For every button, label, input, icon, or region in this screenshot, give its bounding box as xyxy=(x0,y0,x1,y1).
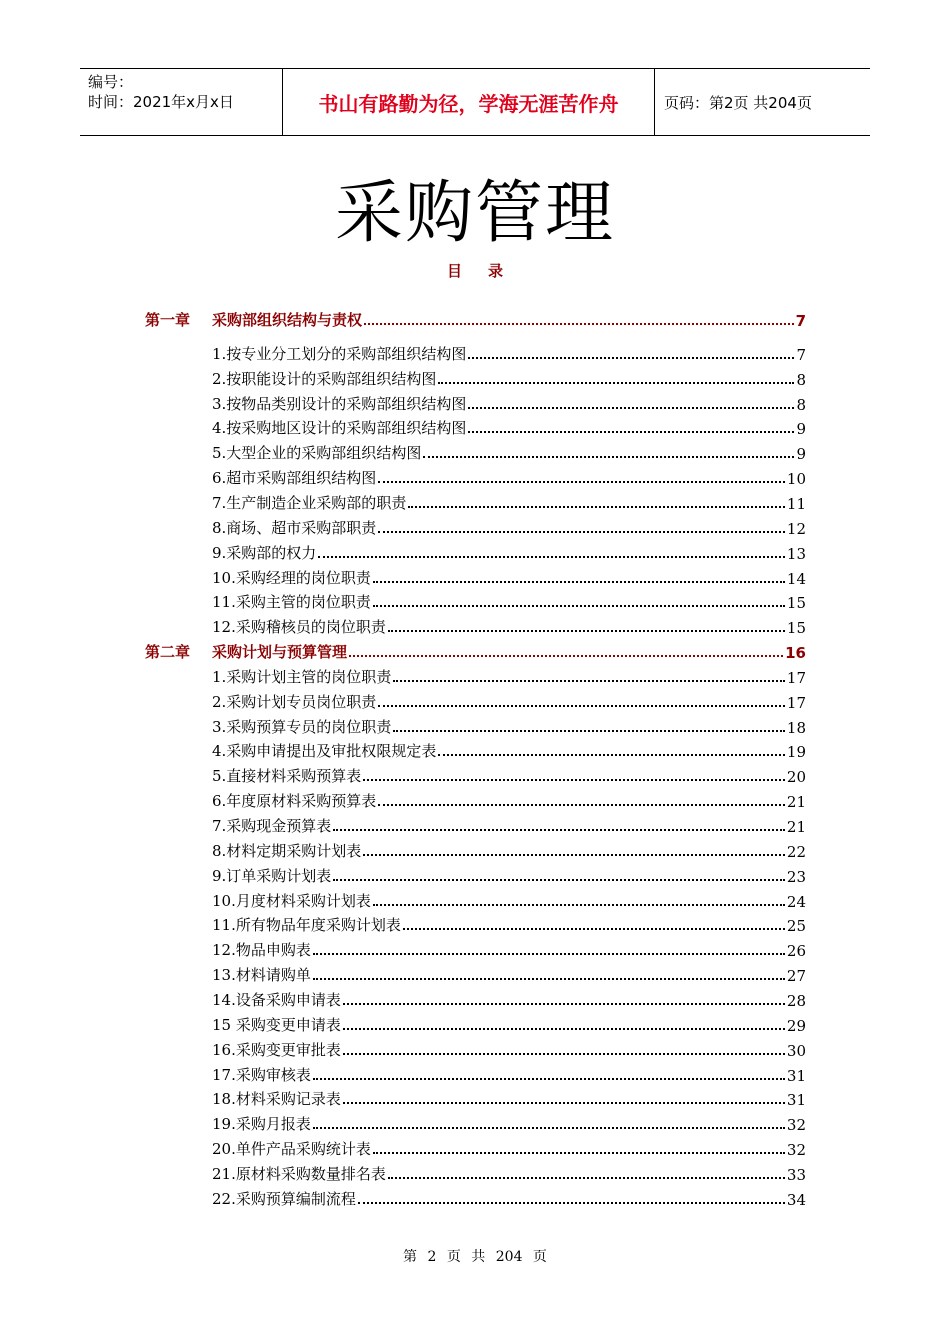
toc-page-number: 31 xyxy=(786,1066,806,1085)
toc-entry-text: 6.年度原材料采购预算表 xyxy=(212,792,377,811)
toc-entry-text: 15 采购变更申请表 xyxy=(212,1015,341,1034)
toc-entry-text: 采购计划与预算管理 xyxy=(212,643,348,662)
toc-item[interactable] xyxy=(212,1185,806,1209)
toc-item[interactable] xyxy=(212,464,806,488)
toc-item[interactable] xyxy=(212,837,806,861)
toc-page-number: 8 xyxy=(796,395,806,414)
toc-chapter[interactable] xyxy=(145,638,806,662)
toc-page-number: 17 xyxy=(786,668,806,687)
toc-entry-text: 4.按采购地区设计的采购部组织结构图 xyxy=(212,419,467,438)
toc-dot-leader xyxy=(358,1202,785,1204)
toc-entry-text: 12.采购稽核员的岗位职责 xyxy=(212,618,386,637)
toc-item[interactable] xyxy=(212,340,806,364)
toc-dot-leader xyxy=(468,357,794,359)
document-title: 采购管理 xyxy=(334,174,615,253)
toc-dot-leader xyxy=(373,1152,785,1154)
toc-entry-text: 16.采购变更审批表 xyxy=(212,1040,341,1059)
header-right-cell xyxy=(655,69,870,135)
toc-item[interactable] xyxy=(212,365,806,389)
toc-chapter-number: 第一章 xyxy=(145,311,191,329)
toc-page-number: 16 xyxy=(785,644,806,663)
toc-item[interactable] xyxy=(212,762,806,786)
toc-page-number: 19 xyxy=(786,743,806,762)
toc-dot-leader xyxy=(313,978,785,980)
toc-page-number: 15 xyxy=(786,594,806,613)
toc-entry-text: 7.采购现金预算表 xyxy=(212,817,332,835)
toc-page-number: 10 xyxy=(786,470,806,489)
toc-entry-text: 10.月度材料采购计划表 xyxy=(212,891,371,910)
toc-item[interactable] xyxy=(212,1135,806,1159)
toc-dot-leader xyxy=(423,456,794,458)
toc-page-number: 29 xyxy=(786,1016,806,1035)
toc-item[interactable] xyxy=(212,564,806,588)
toc-item[interactable] xyxy=(212,688,806,712)
toc-entry-text: 21.原材料采购数量排名表 xyxy=(212,1164,386,1183)
toc-page-number: 31 xyxy=(786,1091,806,1110)
toc-page-number: 7 xyxy=(796,345,806,364)
toc-entry-text: 1.按专业分工划分的采购部组织结构图 xyxy=(212,344,467,363)
toc-item[interactable] xyxy=(212,414,806,438)
toc-item[interactable] xyxy=(212,887,806,911)
toc-page-number: 24 xyxy=(786,892,806,911)
toc-dot-leader xyxy=(378,531,785,533)
header-center-cell xyxy=(282,69,655,135)
toc-item[interactable] xyxy=(212,812,806,836)
toc-page-number: 9 xyxy=(796,420,806,439)
toc-item[interactable] xyxy=(212,986,806,1010)
toc-entry-text: 11.采购主管的岗位职责 xyxy=(212,593,371,612)
toc-dot-leader xyxy=(403,928,785,930)
toc-page-number: 23 xyxy=(786,867,806,886)
toc-dot-leader xyxy=(343,1053,785,1055)
toc-entry-text: 采购部组织结构与责权 xyxy=(212,311,363,329)
toc-entry-text: 4.采购申请提出及审批权限规定表 xyxy=(212,742,437,761)
toc-entry-text: 13.材料请购单 xyxy=(212,966,311,985)
toc-page-number: 7 xyxy=(795,312,806,330)
toc-dot-leader xyxy=(378,804,785,806)
toc-entry-text: 9.订单采购计划表 xyxy=(212,866,332,885)
toc-dot-leader xyxy=(388,1177,785,1179)
toc-entry-text: 17.采购审核表 xyxy=(212,1065,311,1084)
toc-item[interactable] xyxy=(212,588,806,612)
toc-entry-text: 14.设备采购申请表 xyxy=(212,990,341,1009)
toc-page-number: 25 xyxy=(786,917,806,936)
toc-dot-leader xyxy=(408,506,785,508)
toc-page-number: 28 xyxy=(786,991,806,1010)
toc-page-number: 32 xyxy=(786,1116,806,1135)
toc-dot-leader xyxy=(349,655,783,657)
toc-page-number: 27 xyxy=(786,967,806,986)
toc-page-number: 32 xyxy=(786,1141,806,1160)
toc-item[interactable] xyxy=(212,936,806,960)
toc-dot-leader xyxy=(333,829,785,831)
toc-heading: 目录 xyxy=(446,262,529,280)
toc-item[interactable] xyxy=(212,961,806,985)
toc-page-number: 20 xyxy=(786,768,806,787)
toc-item[interactable] xyxy=(212,1085,806,1109)
toc-entry-text: 9.采购部的权力 xyxy=(212,543,317,562)
toc-dot-leader xyxy=(393,680,785,682)
toc-item[interactable] xyxy=(212,713,806,737)
toc-item[interactable] xyxy=(212,787,806,811)
toc-item[interactable] xyxy=(212,862,806,886)
toc-item[interactable] xyxy=(212,1160,806,1184)
toc-dot-leader xyxy=(438,382,794,384)
toc-dot-leader xyxy=(343,1028,785,1030)
toc-item[interactable] xyxy=(212,390,806,414)
toc-entry-text: 3.采购预算专员的岗位职责 xyxy=(212,717,392,736)
toc-entry-text: 2.采购计划专员岗位职责 xyxy=(212,692,377,711)
header-number-label: 编号： xyxy=(88,73,134,91)
toc-item[interactable] xyxy=(212,439,806,463)
toc-chapter[interactable] xyxy=(145,306,806,330)
toc-page-number: 21 xyxy=(786,818,806,836)
toc-entry-text: 5.直接材料采购预算表 xyxy=(212,767,362,786)
toc-dot-leader xyxy=(333,879,785,881)
toc-dot-leader xyxy=(468,407,794,409)
toc-item[interactable] xyxy=(212,1061,806,1085)
toc-entry-text: 7.生产制造企业采购部的职责 xyxy=(212,493,407,512)
toc-dot-leader xyxy=(388,630,785,632)
toc-page-number: 21 xyxy=(786,793,806,812)
toc-dot-leader xyxy=(343,1003,785,1005)
toc-dot-leader xyxy=(343,1102,785,1104)
toc-entry-text: 6.超市采购部组织结构图 xyxy=(212,469,377,488)
toc-entry-text: 22.采购预算编制流程 xyxy=(212,1189,356,1208)
header-left-cell xyxy=(80,69,282,135)
toc-dot-leader xyxy=(468,431,794,433)
toc-entry-text: 19.采购月报表 xyxy=(212,1115,311,1134)
toc-page-number: 8 xyxy=(796,370,806,389)
toc-dot-leader xyxy=(313,1127,785,1129)
toc-dot-leader xyxy=(378,705,785,707)
toc-dot-leader xyxy=(373,581,785,583)
toc-entry-text: 10.采购经理的岗位职责 xyxy=(212,568,371,587)
toc-page-number: 22 xyxy=(786,842,806,861)
toc-item[interactable] xyxy=(212,1011,806,1035)
page-footer: 第 2 页 共 204 页 xyxy=(403,1249,547,1265)
toc-entry-text: 1.采购计划主管的岗位职责 xyxy=(212,667,392,686)
toc-item[interactable] xyxy=(212,663,806,687)
toc-dot-leader xyxy=(313,1078,785,1080)
toc-chapter-number: 第二章 xyxy=(145,643,191,662)
toc-dot-leader xyxy=(318,556,785,558)
toc-entry-text: 20.单件产品采购统计表 xyxy=(212,1140,371,1159)
toc-dot-leader xyxy=(373,605,785,607)
toc-entry-text: 11.所有物品年度采购计划表 xyxy=(212,916,401,935)
toc-page-number: 18 xyxy=(786,718,806,737)
toc-item[interactable] xyxy=(212,514,806,538)
toc-entry-text: 8.商场、超市采购部职责 xyxy=(212,518,377,537)
toc-dot-leader xyxy=(364,323,794,325)
toc-page-number: 14 xyxy=(786,569,806,588)
toc-page-number: 34 xyxy=(786,1190,806,1209)
toc-item[interactable] xyxy=(212,489,806,513)
toc-entry-text: 8.材料定期采购计划表 xyxy=(212,841,362,860)
toc-page-number: 12 xyxy=(786,519,806,538)
toc-page-number: 17 xyxy=(786,693,806,712)
toc-dot-leader xyxy=(378,481,785,483)
header-date: 时间：2021年x月x日 xyxy=(88,93,234,111)
toc-item[interactable] xyxy=(212,1110,806,1134)
toc-dot-leader xyxy=(393,730,785,732)
toc-page-number: 30 xyxy=(786,1041,806,1060)
toc-entry-text: 5.大型企业的采购部组织结构图 xyxy=(212,444,422,463)
toc-dot-leader xyxy=(373,904,785,906)
toc-entry-text: 12.物品申购表 xyxy=(212,941,311,960)
toc-dot-leader xyxy=(363,854,785,856)
toc-entry-text: 3.按物品类别设计的采购部组织结构图 xyxy=(212,394,467,413)
toc-dot-leader xyxy=(363,779,785,781)
toc-item[interactable] xyxy=(212,737,806,761)
page-header xyxy=(80,68,870,136)
toc-entry-text: 18.材料采购记录表 xyxy=(212,1090,341,1109)
toc-page-number: 13 xyxy=(786,544,806,563)
toc-item[interactable] xyxy=(212,613,806,637)
header-page-info: 页码：第2页 共204页 xyxy=(664,93,812,112)
toc-dot-leader xyxy=(313,953,785,955)
toc-item[interactable] xyxy=(212,911,806,935)
toc-page-number: 11 xyxy=(786,494,806,513)
toc-dot-leader xyxy=(438,754,785,756)
toc-item[interactable] xyxy=(212,1036,806,1060)
toc-entry-text: 2.按职能设计的采购部组织结构图 xyxy=(212,369,437,388)
toc-page-number: 33 xyxy=(786,1165,806,1184)
toc-page-number: 26 xyxy=(786,942,806,961)
header-motto: 书山有路勤为径，学海无涯苦作舟 xyxy=(318,91,619,116)
toc-page-number: 15 xyxy=(786,619,806,638)
toc-page-number: 9 xyxy=(796,445,806,464)
toc-item[interactable] xyxy=(212,539,806,563)
